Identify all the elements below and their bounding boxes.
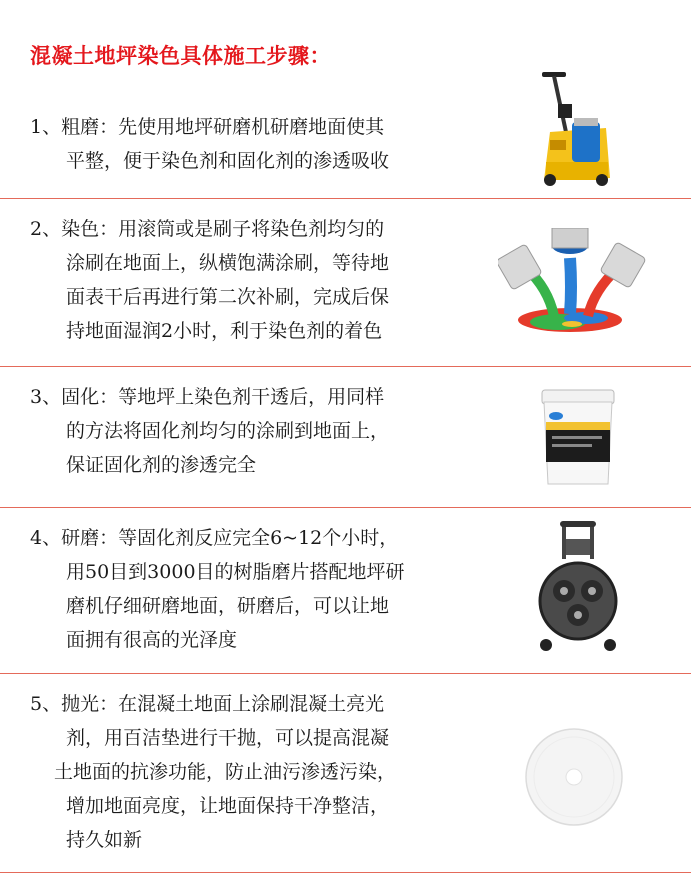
floor-grinder-image (536, 70, 616, 194)
step-4-line-4: 面拥有很高的光泽度 (66, 629, 238, 651)
step-4-line-1: 4、研磨：等固化剂反应完全6~12个小时， (30, 527, 399, 549)
step-5 (0, 673, 691, 873)
step-5-line-3: 土地面的抗渗功能，防止油污渗透污染， (54, 761, 397, 783)
step-2-line-3: 面表干后再进行第二次补刷，完成后保 (66, 286, 390, 308)
step-4-line-3: 磨机仔细研磨地面，研磨后，可以让地 (66, 595, 390, 617)
step-3-line-3: 保证固化剂的渗透完全 (66, 454, 257, 476)
paint-buckets-image (498, 228, 648, 338)
step-1-line-1: 1、粗磨：先使用地坪研磨机研磨地面使其 (30, 116, 385, 138)
step-2-text (30, 212, 472, 348)
page-title: 混凝土地坪染色具体施工步骤： (30, 44, 331, 68)
step-1 (0, 80, 691, 199)
step-5-line-4: 增加地面亮度，让地面保持干净整洁， (66, 795, 390, 817)
step-5-line-5: 持久如新 (66, 829, 143, 851)
step-5-line-1: 5、抛光：在混凝土地面上涂刷混凝土亮光 (30, 693, 385, 715)
step-5-line-2: 剂，用百洁垫进行干抛，可以提高混凝 (66, 727, 390, 749)
step-3-text (30, 380, 472, 482)
step-2-line-2: 涂刷在地面上，纵横饱满涂刷，等待地 (66, 252, 390, 274)
step-2-line-1: 2、染色：用滚筒或是刷子将染色剂均匀的 (30, 218, 385, 240)
step-3-line-2: 的方法将固化剂均匀的涂刷到地面上， (66, 420, 390, 442)
step-4-text (30, 521, 472, 657)
polishing-pad-image (522, 725, 626, 829)
step-2-line-4: 持地面湿润2小时，利于染色剂的着色 (66, 320, 383, 342)
step-4 (0, 507, 691, 674)
step-2 (0, 198, 691, 367)
step-1-line-2: 平整，便于染色剂和固化剂的渗透吸收 (66, 150, 390, 172)
step-4-line-2: 用50目到3000目的树脂磨片搭配地坪研 (66, 561, 405, 583)
step-3 (0, 366, 691, 508)
step-1-text (30, 110, 472, 178)
hardener-bucket-image (538, 388, 618, 488)
polishing-machine-image (538, 519, 618, 659)
step-3-line-1: 3、固化：等地坪上染色剂干透后，用同样 (30, 386, 385, 408)
step-5-text (30, 687, 472, 857)
